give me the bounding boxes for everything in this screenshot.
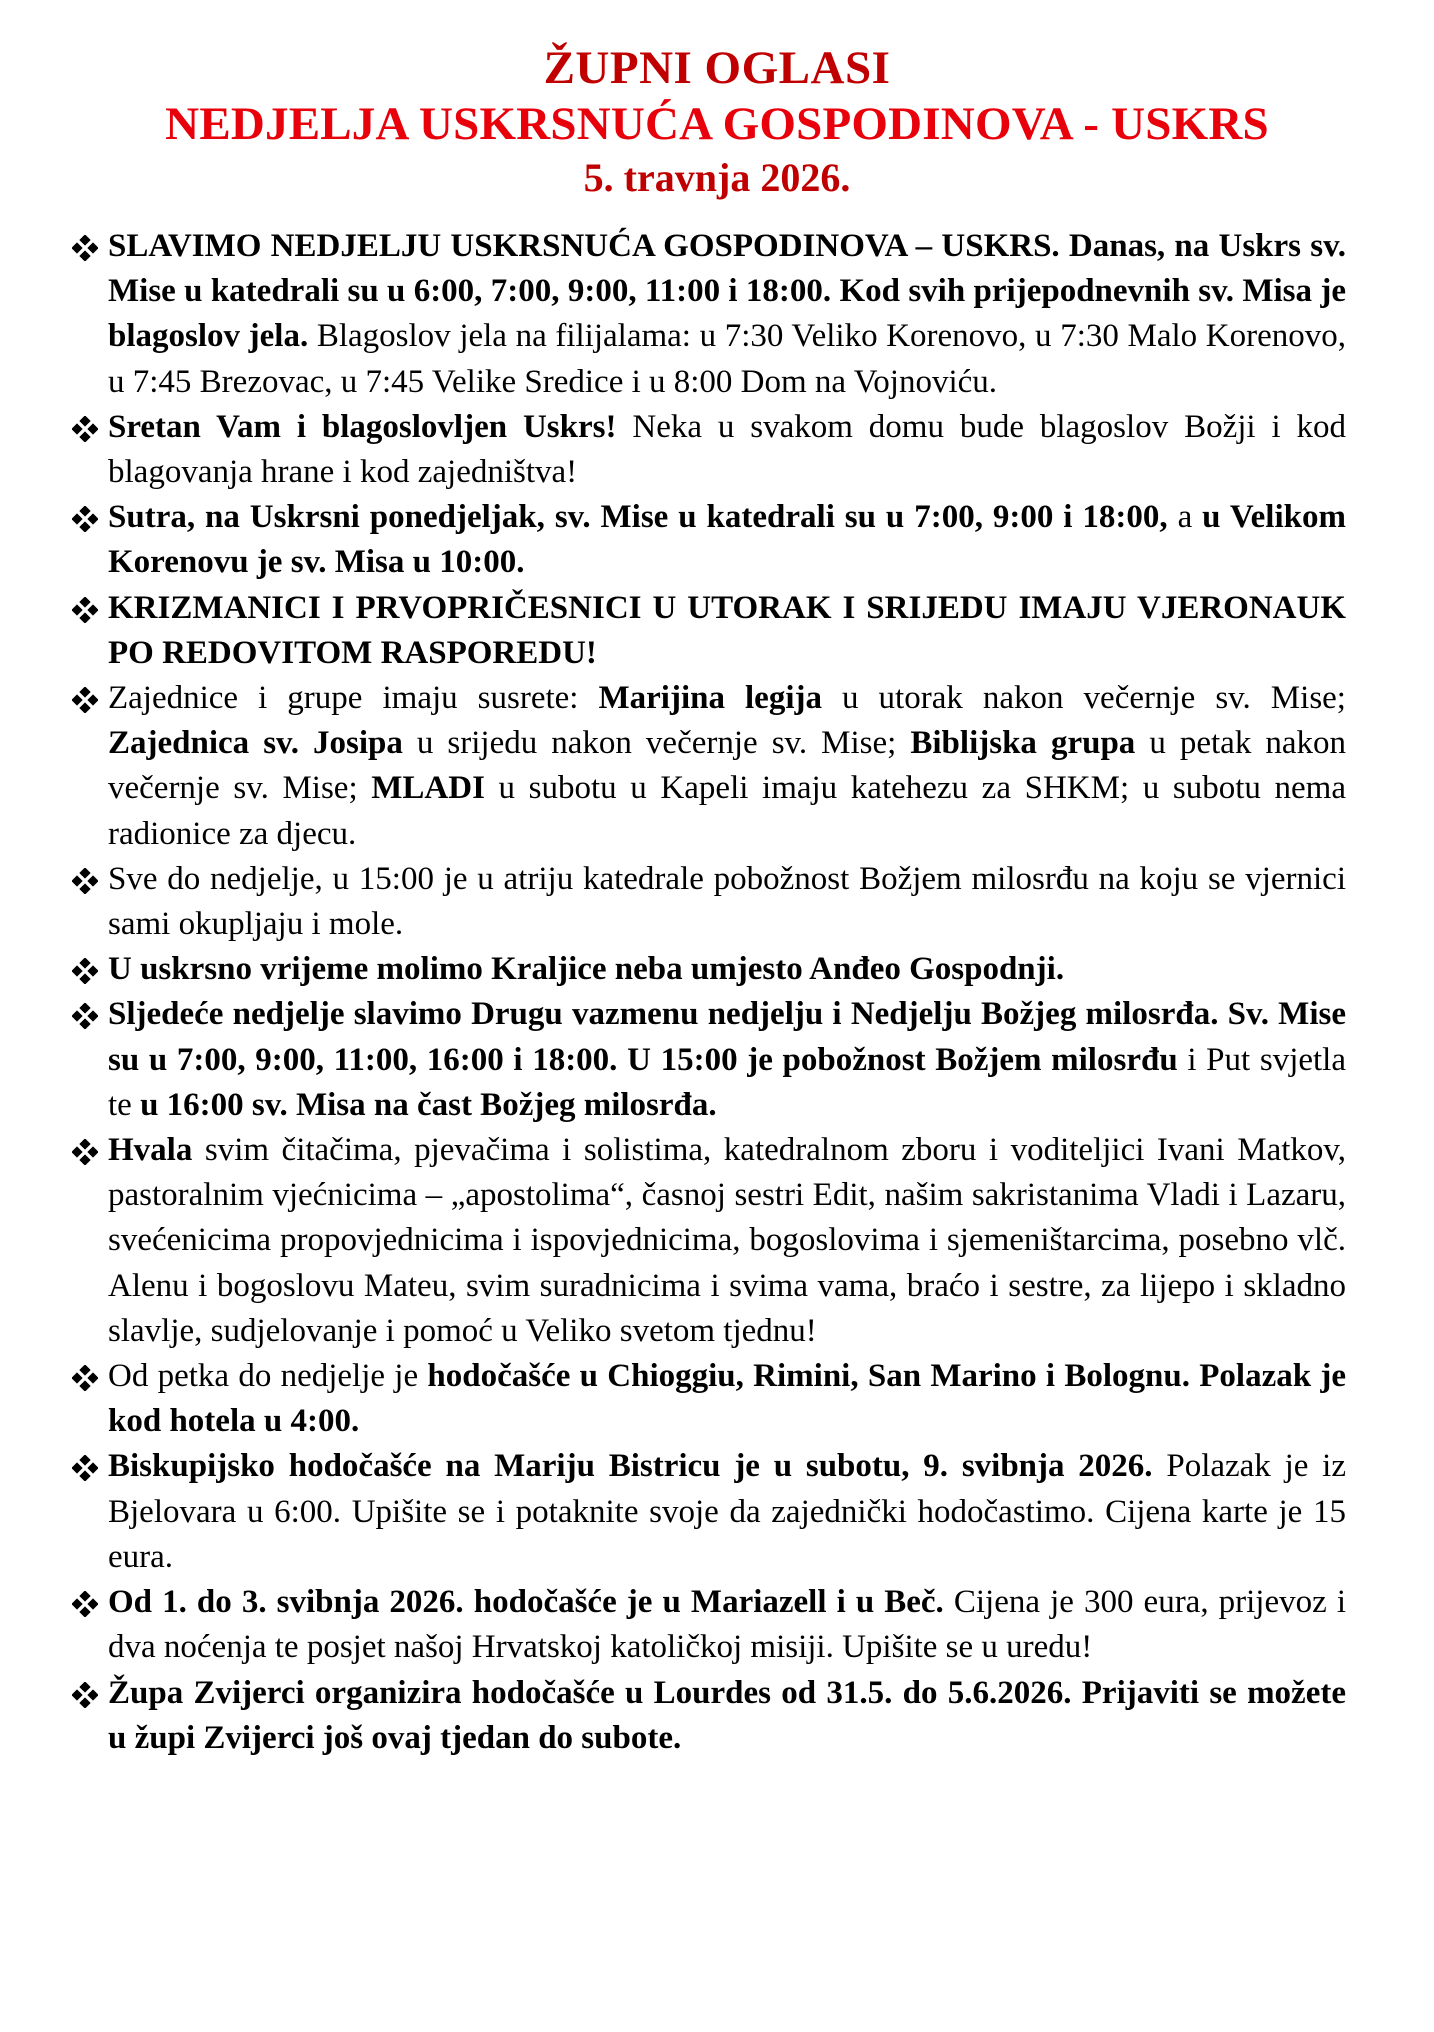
four-diamond-bullet-icon xyxy=(72,1671,106,1708)
four-diamond-bullet-icon xyxy=(72,224,106,261)
announcement-item xyxy=(72,1580,1346,1670)
announcement-text xyxy=(108,590,1346,671)
announcement-bold-text: MLADI xyxy=(371,770,485,807)
announcement-regular-text: u subotu u Kapeli imaju katehezu za SHKM; u subotu nema radionice za djecu. xyxy=(108,770,1346,852)
announcement-regular-text: u utorak nakon večernje sv. Mise; xyxy=(821,680,1346,717)
four-diamond-bullet-icon xyxy=(72,1444,106,1481)
four-diamond-bullet-icon xyxy=(72,947,106,984)
announcement-item xyxy=(72,405,1346,495)
announcement-bold-text: hodočašće u Chioggiu, Rimini, San Marino i Bolognu. Polazak je kod hotela u 4:00. xyxy=(108,1358,1347,1440)
announcement-bold-text: Marijina legija xyxy=(598,680,822,717)
announcement-text xyxy=(108,1448,1346,1574)
announcement-text xyxy=(108,1358,1346,1439)
announcement-item xyxy=(72,495,1346,585)
four-diamond-bullet-icon xyxy=(72,676,106,713)
announcement-item xyxy=(72,992,1346,1128)
announcement-regular-text: Sve do nedjelje, u 15:00 je u atriju katedrale pobožnost Božjem milosrđu na koju se vjernici sami okupljaju i mole. xyxy=(108,860,1346,943)
four-diamond-bullet-icon xyxy=(72,405,106,442)
announcement-regular-text: u petak nakon večernje sv. Mise; xyxy=(108,725,1346,807)
bulletin-header xyxy=(0,40,1434,204)
announcement-text xyxy=(108,996,1346,1122)
announcement-bold-text: U uskrsno vrijeme molimo Kraljice neba umjesto Anđeo Gospodnji. xyxy=(108,951,1065,988)
announcement-bold-text: Sljedeće nedjelje slavimo Drugu vazmenu nedjelju i Nedjelju Božjeg milosrđa. Sv. Mise su u 7:00, 9:00, 11:00, 16:00 i 18:00. U 15:00 je pobožnost Božjem milosrđu xyxy=(108,996,1346,1078)
announcement-item xyxy=(72,1354,1346,1444)
four-diamond-bullet-icon xyxy=(72,857,106,894)
announcement-bold-text: Biskupijsko hodočašće na Mariju Bistricu je u subotu, 9. svibnja 2026. xyxy=(108,1448,1153,1485)
announcement-text xyxy=(108,1675,1346,1756)
bulletin-date: 5. travnja 2026. xyxy=(583,155,851,200)
announcement-regular-text: Od petka do nedjelje je xyxy=(108,1358,428,1395)
announcement-bold-text: Od 1. do 3. svibnja 2026. hodočašće je u Mariazell i u Beč. xyxy=(108,1584,944,1621)
page-title: ŽUPNI OGLASI xyxy=(543,42,891,94)
announcement-bold-text: Sretan Vam i blagoslovljen Uskrs! xyxy=(108,408,617,445)
four-diamond-bullet-icon xyxy=(72,495,106,532)
announcement-bold-text: Župa Zvijerci organizira hodočašće u Lourdes od 31.5. do 5.6.2026. Prijaviti se možete u župi Zvijerci još ovaj tjedan do subote. xyxy=(108,1674,1346,1756)
announcement-regular-text: Blagoslov jela na filijalama: u 7:30 Veliko Korenovo, u 7:30 Malo Korenovo, u 7:45 Brezovac, u 7:45 Velike Sredice i u 8:00 Dom na Vojnoviću. xyxy=(108,318,1346,400)
announcement-item xyxy=(72,224,1346,405)
announcement-regular-text: svim čitačima, pjevačima i solistima, katedralnom zboru i voditeljici Ivani Matkov, pastoralnim vjećnicima – „apostolima“, časnoj sestri Edit, našim sakristanima Vladi i Lazaru, svećenicima propovjednicima i ispovjednicima, bogoslovima i sjemeništarcima, posebno vlč. Alenu i bogoslovu Mateu, svim suradnicima i svima vama, braćo i sestre, za lijepo i skladno slavlje, sudjelovanje i pomoć u Veliko svetom tjednu! xyxy=(108,1132,1346,1349)
announcement-regular-text: Neka u svakom domu bude blagoslov Božji i kod blagovanja hrane i kod zajedništva! xyxy=(108,408,1347,491)
announcement-text xyxy=(108,1584,1346,1665)
four-diamond-bullet-icon xyxy=(72,1580,106,1617)
announcement-regular-text: a xyxy=(1167,499,1203,536)
announcement-text xyxy=(108,409,1346,490)
announcement-text xyxy=(108,1132,1346,1349)
four-diamond-bullet-icon xyxy=(72,1128,106,1165)
announcement-text xyxy=(108,861,1346,942)
announcement-bold-text: Biblijska grupa xyxy=(910,725,1136,762)
announcement-list xyxy=(72,224,1346,1761)
announcement-item xyxy=(72,1444,1346,1580)
announcement-bold-text: KRIZMANICI I PRVOPRIČESNICI U UTORAK I SRIJEDU IMAJU VJERONAUK PO REDOVITOM RASPOREDU! xyxy=(108,589,1346,671)
announcement-text xyxy=(108,228,1346,400)
announcement-bold-text: Zajednica sv. Josipa xyxy=(108,725,403,762)
four-diamond-bullet-icon xyxy=(72,1354,106,1391)
announcement-text xyxy=(108,680,1346,852)
announcement-regular-text: Cijena je 300 eura, prijevoz i dva noćenja te posjet našoj Hrvatskoj katoličkoj misiji. Upišite se u uredu! xyxy=(108,1584,1347,1666)
announcement-bold-text: Sutra, na Uskrsni ponedjeljak, sv. Mise u katedrali su u 7:00, 9:00 i 18:00, xyxy=(108,499,1168,536)
announcement-regular-text: u srijedu nakon večernje sv. Mise; xyxy=(402,725,911,762)
announcement-text xyxy=(108,499,1346,580)
announcement-bold-text: SLAVIMO NEDJELJU USKRSNUĆA GOSPODINOVA – USKRS. Danas, na Uskrs sv. Mise u katedrali su u 6:00, 7:00, 9:00, 11:00 i 18:00. Kod svih prijepodnevnih sv. Misa je blagoslov jela. xyxy=(108,228,1346,355)
announcement-item xyxy=(72,586,1346,676)
announcement-item xyxy=(72,947,1346,992)
announcement-bold-text: u 16:00 sv. Misa na čast Božjeg milosrđa. xyxy=(140,1086,717,1123)
announcement-item xyxy=(72,676,1346,857)
announcement-regular-text: i Put svjetla te xyxy=(108,1041,1346,1123)
announcement-bold-text: Hvala xyxy=(108,1132,193,1169)
announcement-regular-text: Polazak je iz Bjelovara u 6:00. Upišite se i potaknite svoje da zajednički hodočastimo. Cijena karte je 15 eura. xyxy=(108,1448,1346,1575)
announcement-regular-text: Zajednice i grupe imaju susrete: xyxy=(108,680,599,717)
announcement-text xyxy=(108,951,1064,987)
announcement-item xyxy=(72,1128,1346,1354)
page-subtitle: NEDJELJA USKRSNUĆA GOSPODINOVA - USKRS xyxy=(165,98,1269,150)
announcement-item xyxy=(72,1671,1346,1761)
announcement-item xyxy=(72,857,1346,947)
four-diamond-bullet-icon xyxy=(72,586,106,623)
four-diamond-bullet-icon xyxy=(72,992,106,1029)
announcement-bold-text: u Velikom Korenovu je sv. Misa u 10:00. xyxy=(108,499,1346,581)
